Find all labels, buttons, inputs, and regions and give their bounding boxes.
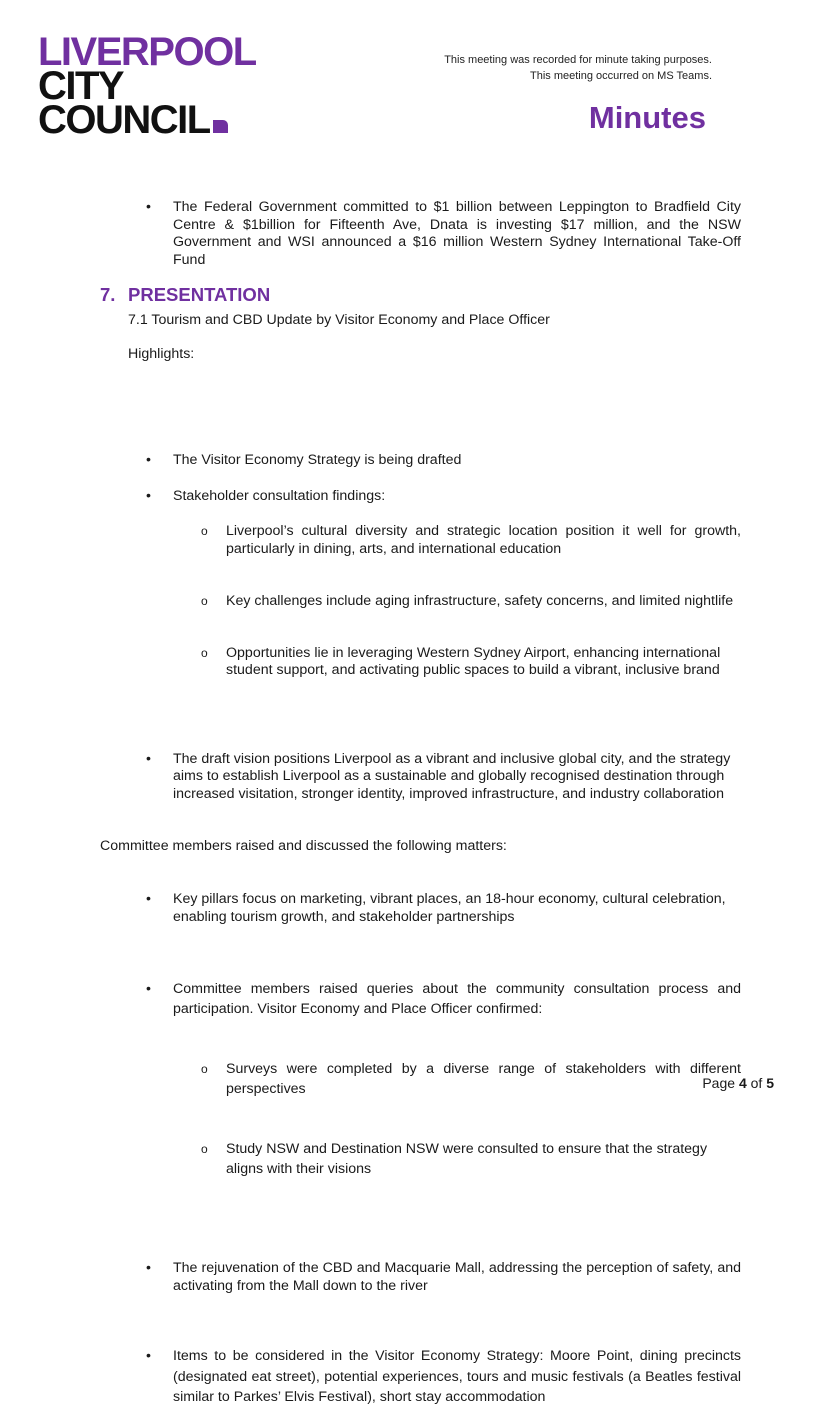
section-heading	[100, 286, 270, 304]
recording-note-line-2: This meeting occurred on MS Teams.	[530, 70, 712, 82]
page-current: 4	[738, 1075, 747, 1091]
section-title: PRESENTATION	[128, 284, 271, 305]
section-number: 7.	[100, 284, 116, 305]
discussion-bullet-1: • The rejuvenation of the CBD and Macquarie Mall, addressing the perception of safety, and activating from the Mall down to the river	[173, 1260, 741, 1295]
page-of: of	[750, 1075, 763, 1091]
highlight-bullet-2: • Stakeholder consultation findings:	[173, 488, 741, 506]
discussion-intro: Committee members raised and discussed the following matters:	[100, 838, 507, 854]
logo-line-2: CITY	[38, 64, 124, 108]
highlight-sub-4: o Surveys were completed by a diverse range of stakeholders with different perspectives	[226, 1059, 741, 1099]
highlight-bullet-1: • The Visitor Economy Strategy is being drafted	[173, 452, 741, 470]
logo-line-3: COUNCIL	[38, 98, 210, 142]
section-subtitle: 7.1 Tourism and CBD Update by Visitor Economy and Place Officer	[128, 312, 550, 328]
highlight-bullet-4: • Key pillars focus on marketing, vibrant places, an 18-hour economy, cultural celebration, enabling tourism growth, and stakeholder partnerships	[173, 891, 741, 926]
highlight-bullet-3: • The draft vision positions Liverpool as a vibrant and inclusive global city, and the strategy aims to establish Liverpool as a sustainable and globally recognised destination through increased visitation, stronger identity, improved infrastructure, and industry collaboration	[173, 751, 741, 804]
discussion-bullet-2: • Items to be considered in the Visitor Economy Strategy: Moore Point, dining precincts (designated eat street), potential experiences, tours and music festivals (a Beatles festival similar to Parkes’ Elvis Festival), short stay accommodation	[173, 1346, 741, 1408]
recording-note-line-1: This meeting was recorded for minute taking purposes.	[444, 54, 712, 66]
page-total: 5	[766, 1075, 774, 1091]
highlight-bullet-5: • Committee members raised queries about the community consultation process and participation. Visitor Economy and Place Officer confirmed:	[173, 979, 741, 1019]
page-number	[702, 1075, 774, 1091]
page-prefix: Page	[702, 1075, 736, 1091]
highlight-sub-2: o Key challenges include aging infrastructure, safety concerns, and limited nightlife	[226, 593, 741, 611]
logo-line-1: LIVERPOOL	[38, 30, 256, 74]
carryover-bullet: • The Federal Government committed to $1 billion between Leppington to Bradfield City Centre & $1billion for Fifteenth Ave, Dnata is investing $17 million, and the NSW Government and WSI announced a $16 million Western Sydney International Take-Off Fund	[173, 199, 741, 269]
highlight-sub-5: o Study NSW and Destination NSW were consulted to ensure that the strategy aligns with their visions	[226, 1139, 741, 1179]
highlights-label: Highlights:	[128, 346, 195, 362]
highlight-sub-3: o Opportunities lie in leveraging Western Sydney Airport, enhancing international student support, and activating public spaces to build a vibrant, inclusive brand	[226, 645, 741, 680]
document-type: Minutes	[588, 100, 706, 135]
highlight-sub-1: o Liverpool’s cultural diversity and strategic location position it well for growth, particularly in dining, arts, and international education	[226, 523, 741, 558]
